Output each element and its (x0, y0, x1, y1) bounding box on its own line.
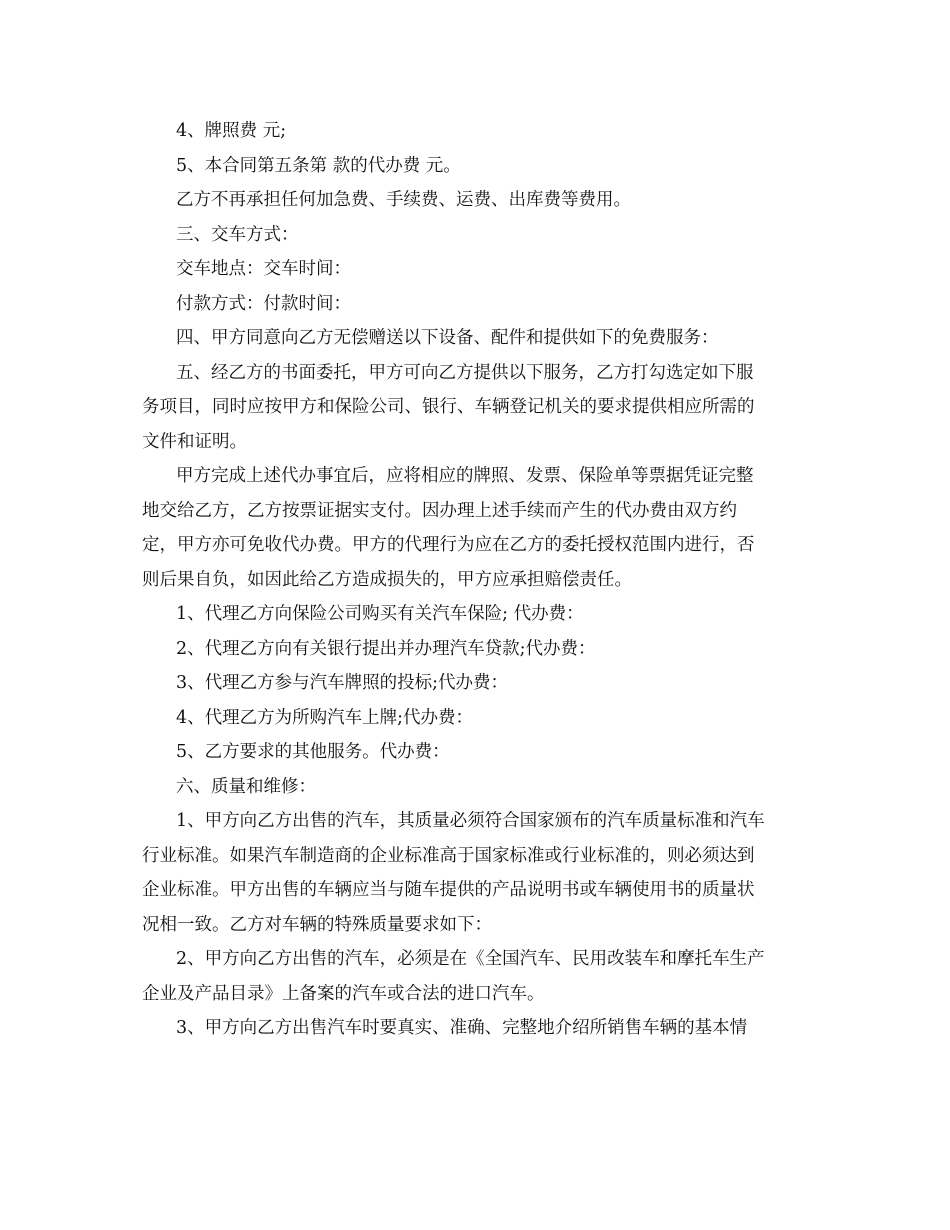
text-line: 企业及产品目录》上备案的汽车或合法的进口汽车。 (142, 983, 545, 1004)
text-line: 5、本合同第五条第 款的代办费 元。 (176, 155, 461, 176)
text-line: 文件和证明。 (142, 431, 247, 452)
text-line: 2、代理乙方向有关银行提出并办理汽车贷款;代办费： (176, 638, 596, 659)
text-line: 1、代理乙方向保险公司购买有关汽车保险; 代办费： (176, 604, 584, 624)
text-line: 乙方不再承担任何加急费、手续费、运费、出库费等费用。 (176, 190, 631, 210)
text-line: 五、经乙方的书面委托，甲方可向乙方提供以下服务，乙方打勾选定如下服 (176, 362, 754, 383)
text-line: 四、甲方同意向乙方无偿赠送以下设备、配件和提供如下的免费服务： (176, 328, 719, 348)
text-line: 5、乙方要求的其他服务。代办费： (176, 742, 450, 762)
text-line: 企业标准。甲方出售的车辆应当与随车提供的产品说明书或车辆使用书的质量状 (142, 880, 755, 900)
text-line: 2、甲方向乙方出售的汽车，必须是在《全国汽车、民用改装车和摩托车生产 (176, 949, 765, 969)
text-line: 地交给乙方，乙方按票证据实支付。因办理上述手续而产生的代办费由双方约 (142, 500, 737, 521)
text-line: 行业标准。如果汽车制造商的企业标准高于国家标准或行业标准的，则必须达到 (142, 845, 755, 866)
text-line: 4、牌照费 元; (176, 121, 287, 141)
text-line: 六、质量和维修： (176, 776, 316, 797)
text-line: 定，甲方亦可免收代办费。甲方的代理行为应在乙方的委托授权范围内进行，否 (142, 535, 755, 555)
text-line: 1、甲方向乙方出售的汽车，其质量必须符合国家颁布的汽车质量标准和汽车 (176, 811, 765, 831)
text-line: 付款方式：付款时间： (176, 293, 351, 314)
text-line: 则后果自负，如因此给乙方造成损失的，甲方应承担赔偿责任。 (142, 569, 632, 590)
text-line: 甲方完成上述代办事宜后，应将相应的牌照、发票、保险单等票据凭证完整 (176, 466, 754, 486)
document-body (142, 114, 806, 1046)
text-line: 务项目，同时应按甲方和保险公司、银行、车辆登记机关的要求提供相应所需的 (142, 397, 755, 417)
text-line: 3、代理乙方参与汽车牌照的投标;代办费： (176, 673, 509, 693)
text-line: 三、交车方式： (176, 224, 299, 245)
text-line: 况相一致。乙方对车辆的特殊质量要求如下： (142, 914, 492, 935)
text-line: 交车地点：交车时间： (176, 259, 351, 279)
text-line: 3、甲方向乙方出售汽车时要真实、准确、完整地介绍所销售车辆的基本情 (176, 1018, 748, 1038)
text-line: 4、代理乙方为所购汽车上牌;代办费： (176, 707, 474, 728)
